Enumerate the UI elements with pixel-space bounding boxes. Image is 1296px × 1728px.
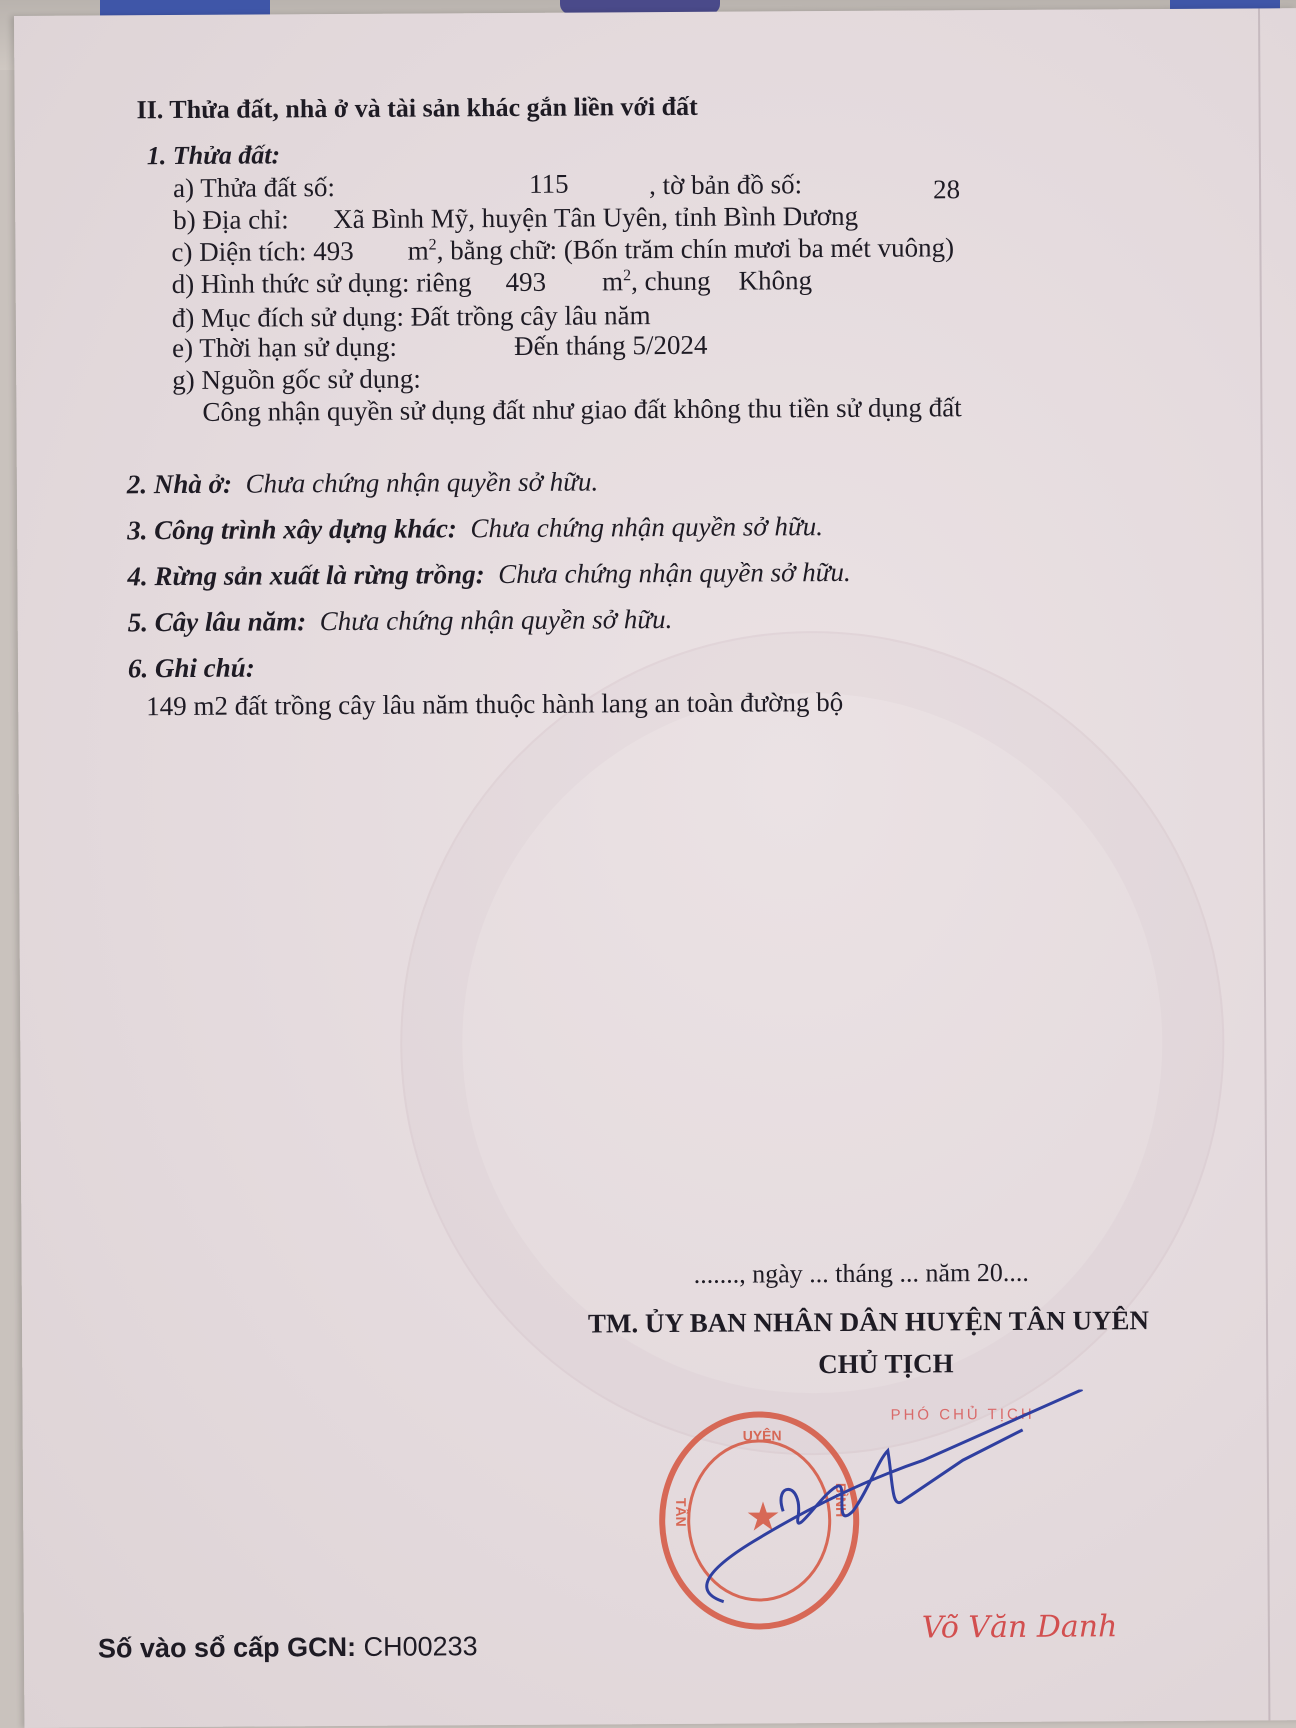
usage-common-value: Không: [738, 265, 813, 296]
seal-star-icon: ★: [745, 1494, 782, 1540]
forest-line: [127, 556, 851, 592]
usage-form-line: [172, 267, 813, 298]
signer-position: CHỦ TỊCH: [818, 1348, 954, 1380]
signer-name: Võ Văn Danh: [921, 1609, 1118, 1646]
address-value: Xã Bình Mỹ, huyện Tân Uyên, tỉnh Bình Dương: [333, 200, 859, 235]
stamp-title: PHÓ CHỦ TỊCH: [890, 1405, 1035, 1424]
map-sheet-number: 28: [932, 174, 961, 205]
seal-text-left: TÂN: [673, 1497, 690, 1527]
usage-common-label: , chung: [631, 265, 711, 297]
usage-unit-exponent: 2: [623, 267, 632, 285]
area-unit-exponent: 2: [428, 236, 437, 254]
usage-private-area: 493: [505, 266, 547, 298]
parcel-label: a) Thửa đất số:: [172, 172, 335, 204]
term-value: Đến tháng 5/2024: [513, 329, 708, 361]
registry-label: Số vào sổ cấp GCN:: [97, 1631, 357, 1664]
other-construction-value: Chưa chứng nhận quyền sở hữu.: [470, 511, 824, 544]
handwritten-signature: [662, 1389, 1123, 1622]
term-label: e) Thời hạn sử dụng:: [171, 331, 398, 364]
perennial-line: [127, 603, 673, 638]
origin-value: Công nhận quyền sử dụng đất như giao đất không thu tiền sử dụng đất: [202, 392, 962, 427]
house-value: Chưa chứng nhận quyền sở hữu.: [245, 466, 599, 499]
area-words: , bằng chữ: (Bốn trăm chín mươi ba mét vuông): [436, 232, 955, 266]
note-label: 6. Ghi chú:: [127, 652, 255, 684]
address-label: b) Địa chỉ:: [173, 204, 289, 236]
house-label: 2. Nhà ở:: [126, 468, 233, 500]
perennial-value: Chưa chứng nhận quyền sở hữu.: [319, 603, 673, 637]
area-label: c) Diện tích: 493: [171, 235, 354, 268]
forest-label: 4. Rừng sản xuất là rừng trồng:: [127, 559, 485, 592]
area-line: [171, 234, 954, 266]
section-heading: II. Thửa đất, nhà ở và tài sản khác gắn liền với đất: [136, 91, 698, 125]
other-construction-line: [127, 513, 823, 544]
parcel-number: 115: [528, 168, 569, 199]
perennial-label: 5. Cây lâu năm:: [127, 606, 307, 638]
other-construction-label: 3. Công trình xây dựng khác:: [127, 513, 457, 546]
certificate-page: [14, 8, 1296, 1728]
map-sheet-label: , tờ bản đồ số:: [648, 169, 803, 201]
registry-number: CH00233: [363, 1631, 478, 1662]
issuing-authority: TM. ỦY BAN NHÂN DÂN HUYỆN TÂN UYÊN: [587, 1305, 1150, 1339]
usage-form-label: d) Hình thức sử dụng: riêng: [171, 267, 472, 300]
origin-label: g) Nguồn gốc sử dụng:: [172, 363, 421, 396]
date-line: ......., ngày ... tháng ... năm 20....: [693, 1257, 1029, 1289]
forest-value: Chưa chứng nhận quyền sở hữu.: [498, 556, 851, 590]
seal-text-right: BÌNH: [832, 1482, 850, 1518]
note-value: 149 m2 đất trồng cây lâu năm thuộc hành lang an toàn đường bộ: [146, 686, 844, 722]
house-line: [127, 468, 598, 498]
land-title: 1. Thửa đất:: [146, 140, 281, 171]
area-unit: m: [407, 235, 429, 266]
registry-line: [98, 1633, 478, 1662]
seal-text-top: UYÊN: [742, 1427, 782, 1444]
purpose-line: đ) Mục đích sử dụng: Đất trồng cây lâu năm: [171, 300, 651, 334]
usage-unit: m: [602, 266, 624, 297]
